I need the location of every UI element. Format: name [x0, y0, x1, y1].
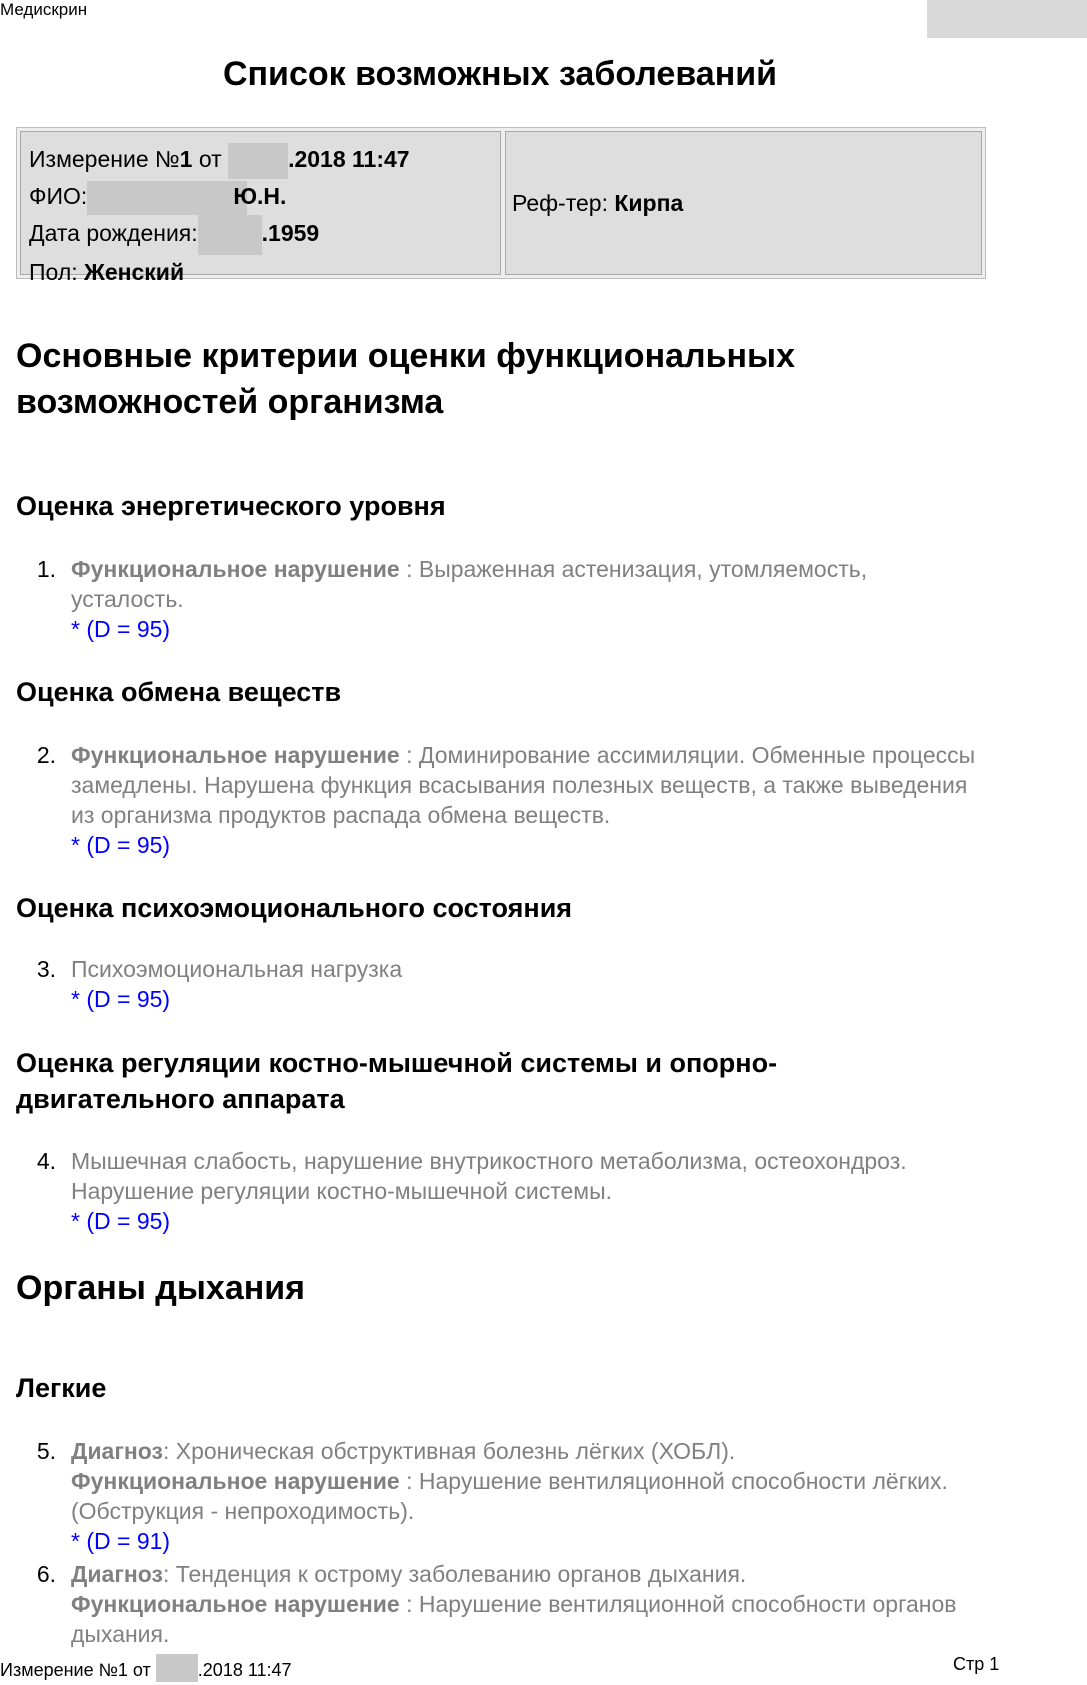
section-lungs-heading: Легкие — [16, 1373, 107, 1403]
section-metabolism-heading: Оценка обмена веществ — [16, 677, 342, 707]
item-number: 5. — [36, 1438, 56, 1464]
item-number: 1. — [36, 556, 56, 582]
dob-line — [29, 215, 492, 255]
item-separator: : — [162, 1438, 176, 1464]
item-separator: : — [162, 1561, 176, 1587]
patient-info-cell — [20, 131, 501, 285]
measurement-number: 1 — [179, 146, 193, 172]
item-d-value: * (D = 95) — [71, 616, 171, 642]
item-text: Выраженная астенизация, утомляемость, усталость. — [71, 556, 868, 612]
footer-measurement — [0, 1654, 292, 1682]
dob-value: .1959 — [261, 219, 320, 246]
app-title: Медискрин — [0, 0, 88, 19]
measurement-date: .2018 11:47 — [288, 146, 410, 172]
item-diagnosis-label: Диагноз — [71, 1438, 163, 1464]
fio-value: Ю.Н. — [233, 182, 287, 209]
section-energy-heading: Оценка энергетического уровня — [16, 491, 446, 521]
list-item — [16, 554, 976, 644]
item-text: Мышечная слабость, нарушение внутрикостного метаболизма, остеохондроз. Нарушение регуляции костно-мышечной системы. — [71, 1148, 907, 1204]
item-d-value: * (D = 95) — [71, 832, 171, 858]
page-number: Стр 1 — [953, 1654, 1000, 1674]
section-main-heading: Основные критерии оценки функциональных возможностей организма — [16, 337, 795, 421]
item-text: Нарушение вентиляционной способности органов дыхания. — [71, 1591, 957, 1647]
item-d-value: * (D = 91) — [71, 1528, 171, 1554]
item-label: Функциональное нарушение — [71, 1468, 400, 1494]
item-number: 2. — [36, 742, 56, 768]
fio-label: ФИО: — [29, 182, 88, 209]
referrer-label: Реф-тер: — [512, 189, 608, 216]
item-separator: : — [399, 742, 419, 768]
item-separator: : — [399, 1468, 419, 1494]
item-d-value: * (D = 95) — [71, 986, 171, 1012]
item-d-value: * (D = 95) — [71, 1208, 171, 1234]
redacted-date-mask — [228, 143, 288, 179]
referrer-cell — [505, 131, 982, 275]
item-number: 6. — [36, 1561, 56, 1587]
section-psycho-heading: Оценка психоэмоционального состояния — [16, 893, 573, 923]
dob-label: Дата рождения: — [29, 219, 198, 246]
item-text: Психоэмоциональная нагрузка — [71, 956, 403, 982]
item-label: Функциональное нарушение — [71, 1591, 400, 1617]
section-musculo-heading: Оценка регуляции костно-мышечной системы и опорно-двигательного аппарата — [16, 1048, 778, 1114]
item-text: Доминирование ассимиляции. Обменные процессы замедлены. Нарушена функция всасывания полезных веществ, а также выведения из организма продуктов распада обмена веществ. — [71, 742, 976, 828]
redacted-dob-mask — [198, 215, 262, 255]
list-item — [16, 740, 976, 860]
list-item — [16, 1559, 976, 1649]
measurement-line — [29, 142, 492, 179]
header-placeholder-block — [927, 0, 1087, 38]
section-respiratory-heading: Органы дыхания — [16, 1269, 306, 1307]
measurement-prefix: Измерение № — [29, 146, 180, 172]
redacted-name-mask — [87, 181, 247, 215]
item-diagnosis-text: Тенденция к острому заболеванию органов дыхания. — [175, 1561, 747, 1587]
item-label: Функциональное нарушение — [71, 556, 400, 582]
footer-measurement-prefix: Измерение №1 от — [0, 1660, 156, 1680]
list-item — [16, 954, 976, 1014]
fio-line — [29, 179, 492, 215]
item-label: Функциональное нарушение — [71, 742, 400, 768]
item-number: 3. — [36, 956, 56, 982]
sex-line — [29, 255, 492, 289]
sex-value: Женский — [84, 258, 185, 285]
sex-label: Пол: — [29, 258, 78, 285]
item-number: 4. — [36, 1148, 56, 1174]
document-title: Список возможных заболеваний — [222, 55, 778, 93]
patient-info-table — [16, 127, 986, 285]
list-item — [16, 1436, 976, 1556]
item-separator: : — [399, 1591, 419, 1617]
list-item — [16, 1146, 976, 1236]
item-separator: : — [399, 556, 419, 582]
measurement-from: от — [192, 146, 229, 172]
item-diagnosis-text: Хроническая обструктивная болезнь лёгких (ХОБЛ). — [175, 1438, 736, 1464]
redacted-footer-date-mask — [156, 1654, 198, 1682]
footer-measurement-date: .2018 11:47 — [197, 1660, 292, 1680]
item-text: Нарушение вентиляционной способности лёгких. (Обструкция - непроходимость). — [71, 1468, 948, 1524]
item-diagnosis-label: Диагноз — [71, 1561, 163, 1587]
referrer-value: Кирпа — [614, 189, 684, 216]
